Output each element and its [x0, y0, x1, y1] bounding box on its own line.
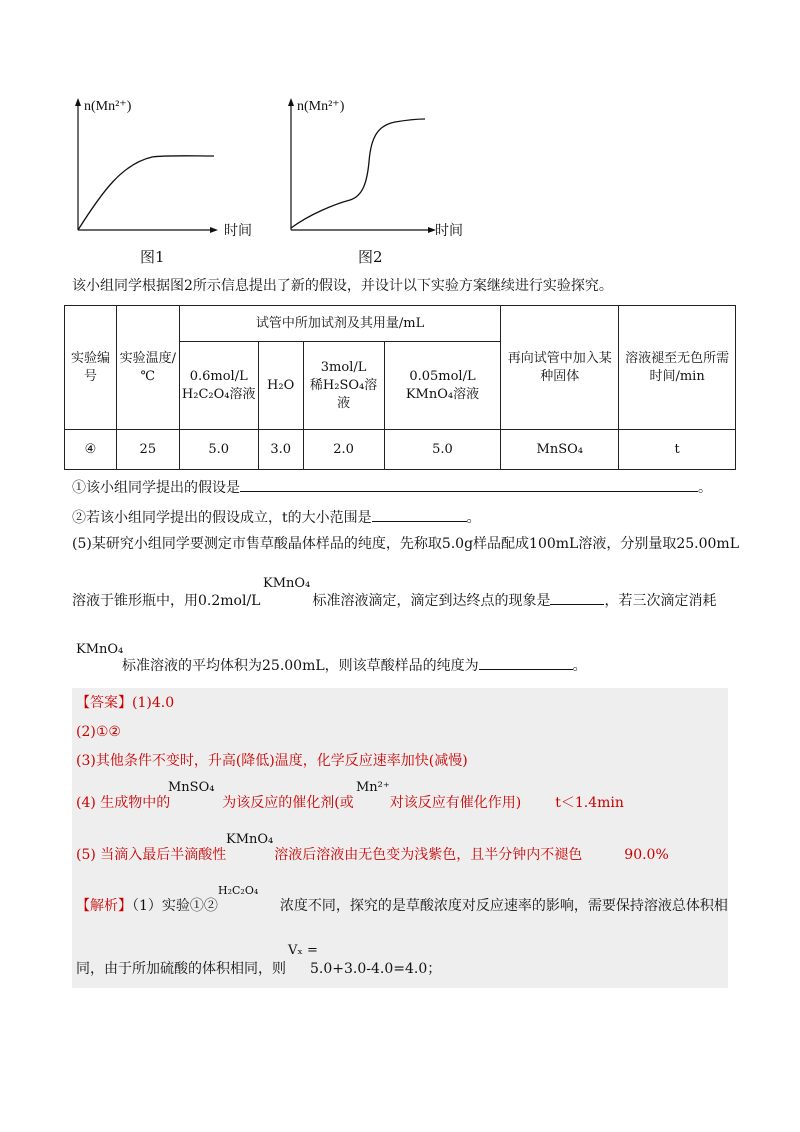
figure-2-graph [275, 92, 475, 242]
fig1-ylabel: n(Mn²⁺) [84, 99, 132, 114]
header-time: 溶液褪至无色所需时间/min [619, 306, 736, 430]
x-axis-arrow-icon [210, 227, 218, 233]
cell-v3: 2.0 [303, 430, 384, 470]
y-axis-arrow-icon [288, 98, 294, 106]
explanation-line-1: 【解析】（1）实验①② 浓度不同，探究的是草酸浓度对反应速率的影响，需要保持溶液总体积相 [76, 898, 728, 914]
answer-blank[interactable] [479, 655, 573, 670]
answer-2: (2)①② [76, 724, 121, 740]
formula-h2c2o4: H₂C₂O₄ [218, 884, 259, 897]
cell-temp: 25 [116, 430, 179, 470]
curve-fig2 [291, 119, 425, 228]
formula-vx: Vₓ = [288, 943, 318, 958]
question-5-line-1: (5)某研究小组同学要测定市售草酸晶体样品的纯度，先称取5.0g样品配成100mL溶液，分别量取25.00mL [72, 536, 740, 552]
answer-4: (4) 生成物中的 为该反应的催化剂(或 对该反应有催化作用) t＜1.4min [76, 795, 624, 811]
question-1: ①该小组同学提出的假设是 。 [72, 477, 712, 497]
header-kmno4: 0.05mol/L KMnO₄溶液 [384, 342, 501, 430]
fig2-xlabel: 时间 [435, 224, 463, 239]
answer-5: (5) 当滴入最后半滴酸性 溶液后溶液由无色变为浅紫色，且半分钟内不褪色 90.0% [76, 847, 669, 863]
figure-1-graph [62, 92, 262, 242]
formula-kmno4: KMnO₄ [263, 576, 311, 591]
answer-blank[interactable] [240, 477, 698, 492]
intro-text: 该小组同学根据图2所示信息提出了新的假设，并设计以下实验方案继续进行实验探究。 [72, 278, 613, 294]
answer-blank[interactable] [550, 590, 604, 605]
header-solid: 再向试管中加入某种固体 [501, 306, 619, 430]
header-h2c2o4: 0.6mol/L H₂C₂O₄溶液 [179, 342, 258, 430]
question-5-line-3: 标准溶液的平均体积为25.00mL，则该草酸样品的纯度为 。 [72, 655, 587, 675]
header-temp: 实验温度/℃ [116, 306, 179, 430]
explanation-line-2: 同，由于所加硫酸的体积相同，则 5.0+3.0-4.0=4.0； [76, 961, 442, 977]
header-water: H₂O [258, 342, 303, 430]
fig1-xlabel: 时间 [224, 224, 252, 239]
formula-kmno4: KMnO₄ [226, 832, 274, 847]
cell-v4: 5.0 [384, 430, 501, 470]
formula-kmno4: KMnO₄ [76, 642, 124, 657]
answer-blank[interactable] [372, 507, 467, 522]
cell-time: t [619, 430, 736, 470]
experiment-table [64, 305, 736, 470]
y-axis-arrow-icon [75, 98, 81, 106]
formula-mnso4: MnSO₄ [168, 780, 215, 795]
header-num: 实验编号 [65, 306, 117, 430]
fig2-caption: 图2 [358, 248, 383, 266]
fig1-caption: 图1 [140, 248, 165, 266]
cell-v1: 5.0 [179, 430, 258, 470]
explanation-tag: 【解析】 [76, 898, 132, 914]
question-5-line-2: 溶液于锥形瓶中，用0.2mol/L 标准溶液滴定，滴定到达终点的现象是 ，若三次滴定消耗 [72, 590, 716, 610]
curve-fig1 [78, 156, 214, 230]
answer-tag: 【答案】 [76, 695, 132, 711]
question-2: ②若该小组同学提出的假设成立，t的大小范围是 。 [72, 507, 481, 527]
cell-num: ④ [65, 430, 117, 470]
answer-1: 【答案】(1)4.0 [76, 695, 175, 711]
header-h2so4: 3mol/L 稀H₂SO₄溶液 [303, 342, 384, 430]
fig2-ylabel: n(Mn²⁺) [297, 99, 345, 114]
cell-v2: 3.0 [258, 430, 303, 470]
answer-3: (3)其他条件不变时，升高(降低)温度，化学反应速率加快(减慢) [76, 753, 468, 769]
table-row [65, 430, 736, 470]
cell-solid: MnSO₄ [501, 430, 619, 470]
answer-panel [72, 688, 728, 988]
header-reagents: 试管中所加试剂及其用量/mL [179, 306, 501, 342]
formula-mn-ion: Mn²⁺ [356, 780, 390, 795]
